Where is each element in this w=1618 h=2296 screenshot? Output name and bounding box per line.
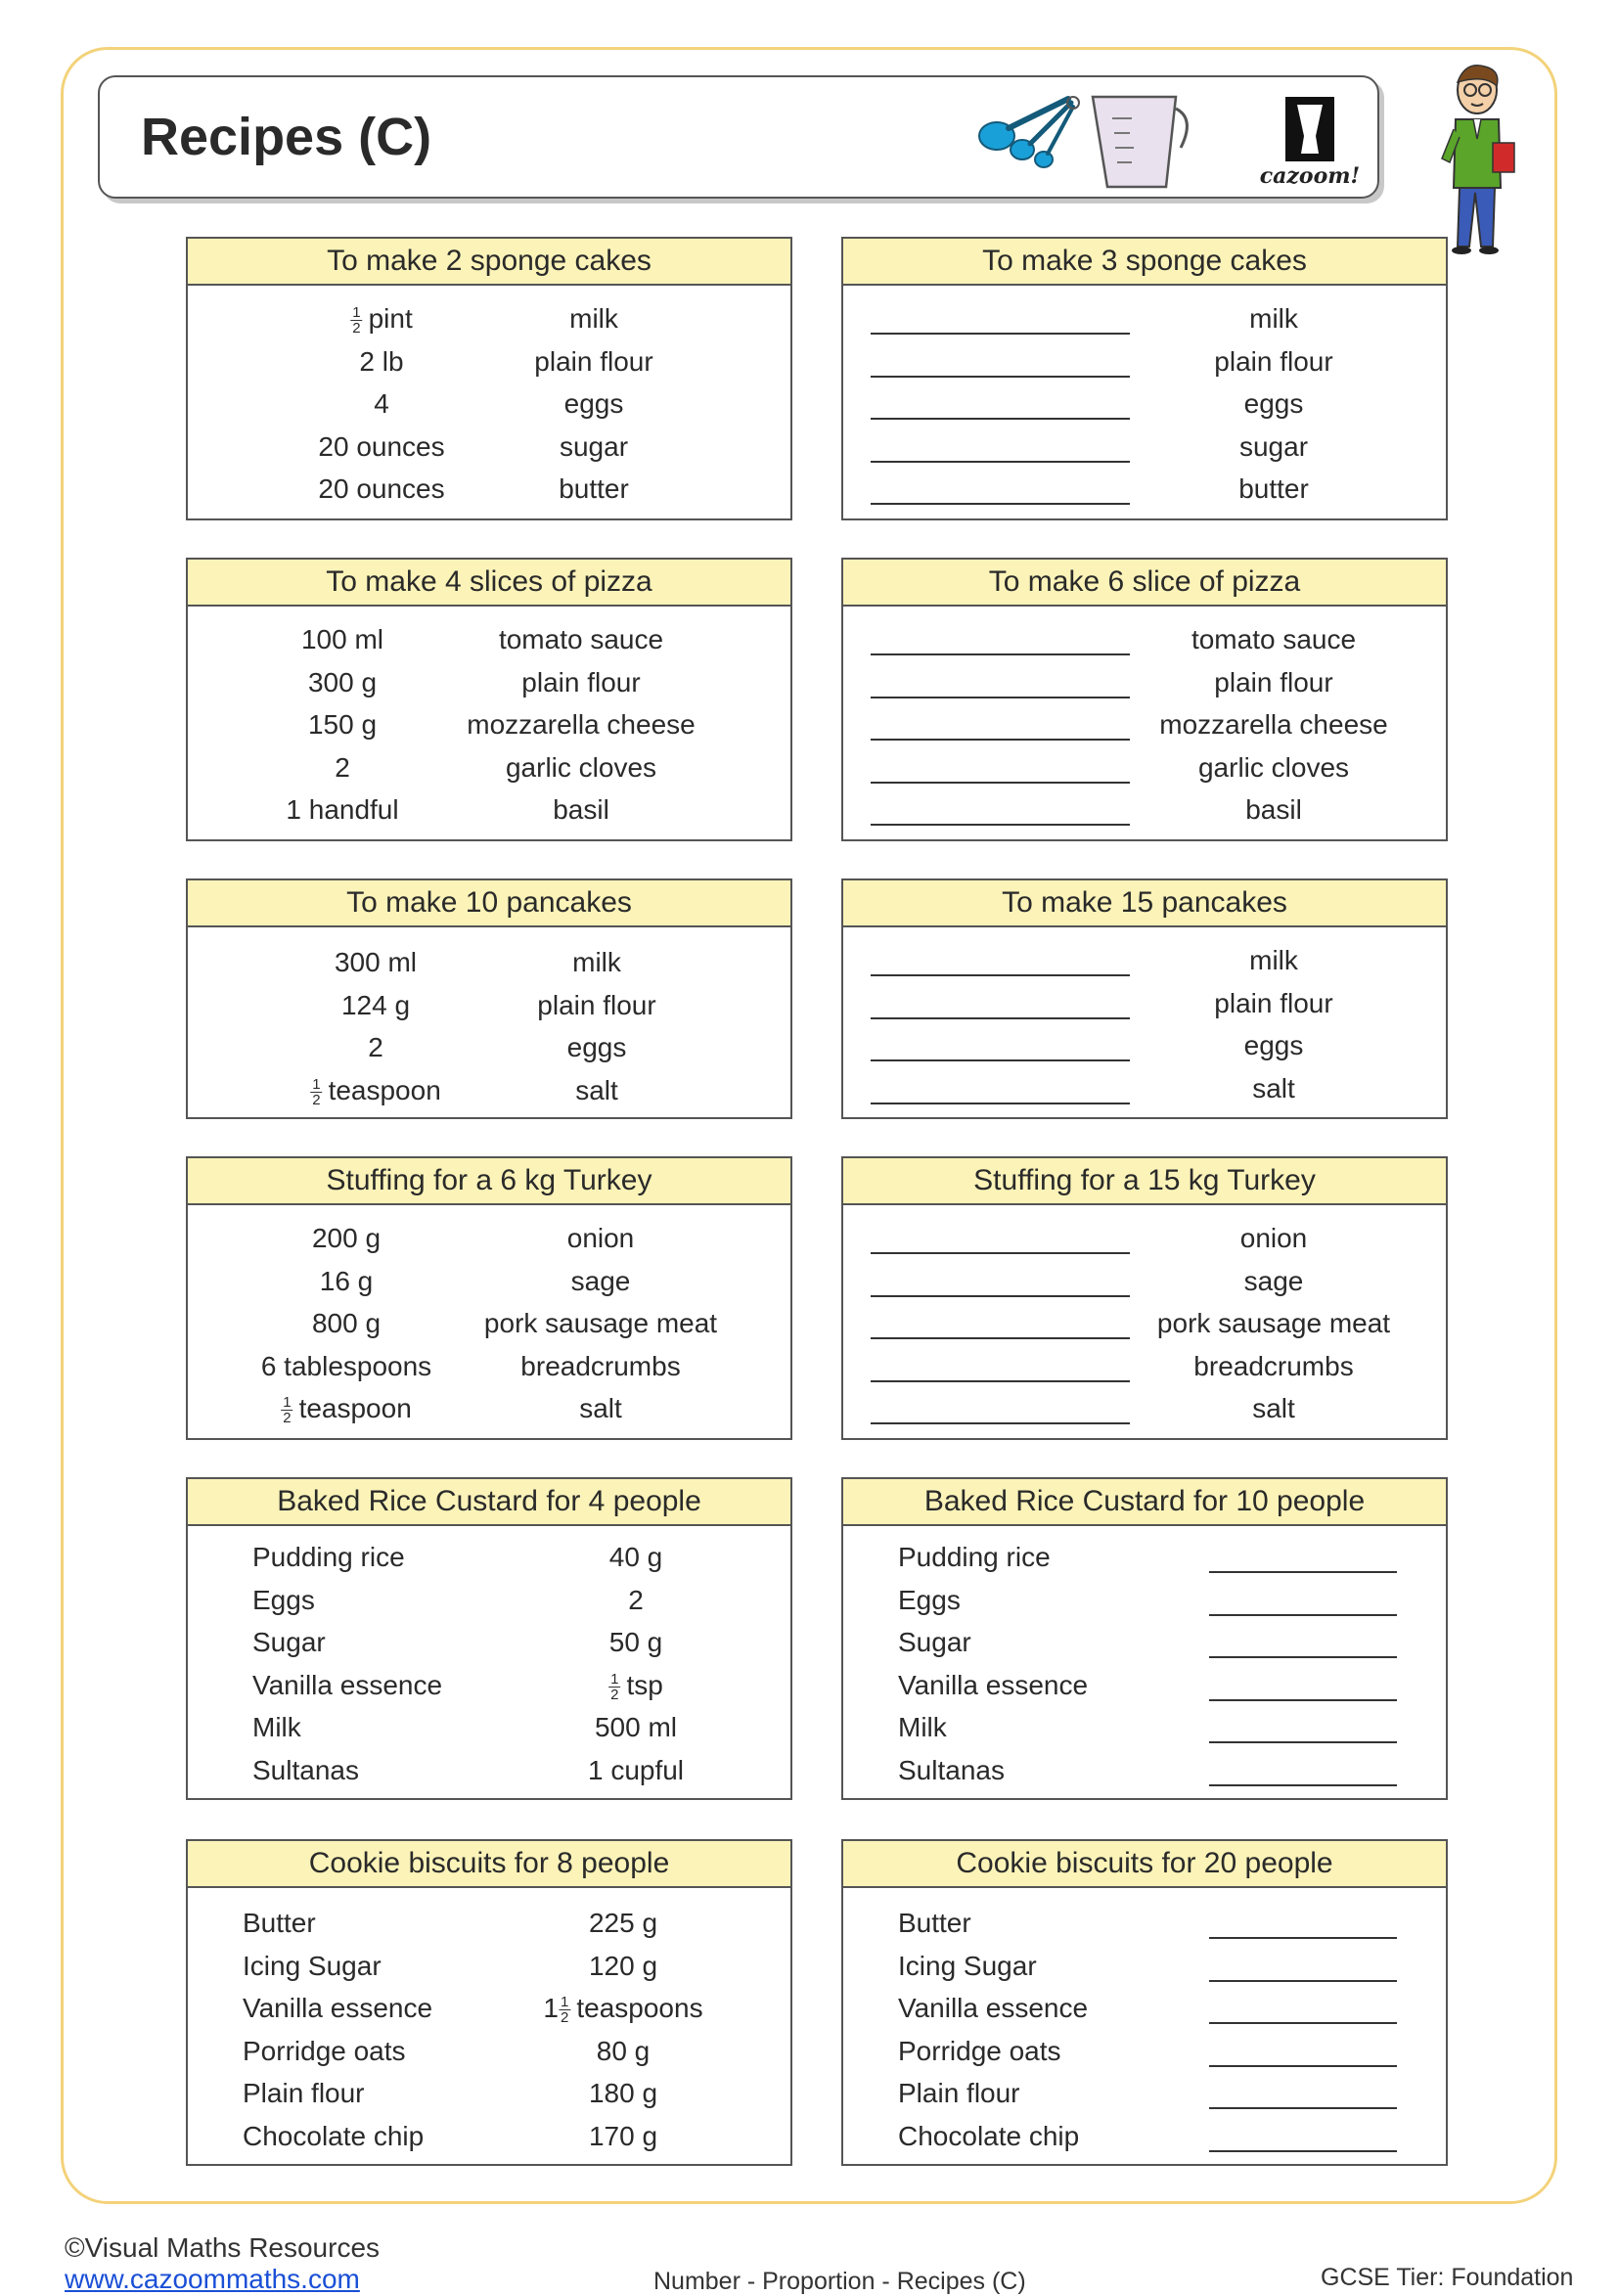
answer-blank[interactable] xyxy=(871,1017,1130,1019)
list-item: 200 g onion xyxy=(311,1223,635,1253)
list-item: Butter xyxy=(843,1902,1446,1945)
answer-blank[interactable] xyxy=(1209,1656,1397,1658)
list-item: Pudding rice 40 g xyxy=(252,1542,663,1572)
pizza-given-card xyxy=(186,558,792,841)
list-item: Plain flour 180 g xyxy=(243,2078,658,2108)
answer-blank[interactable] xyxy=(871,697,1130,698)
custard-given-card xyxy=(186,1477,792,1800)
list-item: Sugar 50 g xyxy=(252,1627,663,1657)
answer-blank[interactable] xyxy=(871,376,1130,378)
card-heading: To make 2 sponge cakes xyxy=(188,239,790,286)
half-fraction: $\frac{1}{2}$ xyxy=(561,1994,569,2027)
list-item: 20 ounces sugar xyxy=(318,430,629,462)
list-item: Vanilla essence xyxy=(843,1664,1446,1707)
list-item: Chocolate chip xyxy=(843,2115,1446,2158)
half-fraction: $\frac{1}{2}$ xyxy=(610,1670,619,1703)
pizza-blank-card xyxy=(841,558,1448,841)
list-item: 1 handful basil xyxy=(286,794,609,825)
cazoom-logo-icon xyxy=(1254,93,1366,165)
list-item: 100 ml tomato sauce xyxy=(300,624,664,654)
list-item: 150 g mozzarella cheese xyxy=(307,709,696,740)
answer-blank[interactable] xyxy=(1209,1980,1397,1982)
list-item: tomato sauce xyxy=(843,618,1446,661)
list-item: Milk 500 ml xyxy=(252,1712,678,1742)
list-item: sage xyxy=(843,1260,1446,1303)
sponge-blank-card xyxy=(841,237,1448,520)
list-item: mozzarella cheese xyxy=(843,703,1446,746)
list-item: Butter 225 g xyxy=(243,1908,658,1938)
answer-blank[interactable] xyxy=(871,1380,1130,1382)
answer-blank[interactable] xyxy=(1209,1784,1397,1786)
answer-blank[interactable] xyxy=(1209,2022,1397,2024)
footer-topic: Number - Proportion - Recipes (C) xyxy=(653,2268,1026,2295)
answer-blank[interactable] xyxy=(871,418,1130,420)
cookie-given-card xyxy=(186,1839,792,2166)
list-item: 124 g plain flour xyxy=(340,989,656,1020)
list-item: sugar xyxy=(843,426,1446,469)
measuring-jug-icon xyxy=(1093,97,1187,187)
pancake-blank-card xyxy=(841,878,1448,1119)
answer-blank[interactable] xyxy=(1209,1614,1397,1616)
list-item: 6 tablespoons breadcrumbs xyxy=(260,1350,681,1381)
half-fraction: $\frac{1}{2}$ xyxy=(312,1075,321,1108)
list-item: 16 g sage xyxy=(319,1265,631,1296)
answer-blank[interactable] xyxy=(1209,1699,1397,1701)
list-item: $\frac{1}{2}$ pint milk xyxy=(352,303,618,338)
list-item: milk xyxy=(843,297,1446,340)
answer-blank[interactable] xyxy=(871,653,1130,655)
card-heading: To make 4 slices of pizza xyxy=(188,560,790,607)
list-item: 800 g pork sausage meat xyxy=(311,1308,718,1338)
answer-blank[interactable] xyxy=(871,1252,1130,1254)
list-item: 20 ounces butter xyxy=(318,473,629,504)
list-item: Plain flour xyxy=(843,2072,1446,2115)
measuring-tools-icon xyxy=(975,89,1200,197)
card-heading: Stuffing for a 15 kg Turkey xyxy=(843,1158,1446,1205)
footer-copyright: ©Visual Maths Resources xyxy=(65,2232,381,2263)
list-item: Eggs 2 xyxy=(252,1584,644,1615)
card-heading: To make 15 pancakes xyxy=(843,880,1446,927)
answer-blank[interactable] xyxy=(1209,1571,1397,1573)
answer-blank[interactable] xyxy=(1209,2065,1397,2067)
list-item: Icing Sugar 120 g xyxy=(243,1950,658,1981)
footer-tier: GCSE Tier: Foundation xyxy=(1321,2264,1574,2291)
list-item: Porridge oats xyxy=(843,2030,1446,2073)
card-heading: Baked Rice Custard for 4 people xyxy=(188,1479,790,1526)
page-title: Recipes (C) xyxy=(141,108,432,166)
list-item: Sultanas 1 cupful xyxy=(252,1754,685,1785)
list-item: Milk xyxy=(843,1706,1446,1749)
footer-website-link[interactable]: www.cazoommaths.com xyxy=(65,2264,360,2294)
list-item: 2 lb plain flour xyxy=(359,345,653,377)
list-item: eggs xyxy=(843,383,1446,426)
answer-blank[interactable] xyxy=(871,1103,1130,1104)
list-item: eggs xyxy=(843,1024,1446,1067)
pancake-given-card xyxy=(186,878,792,1119)
list-item: milk xyxy=(843,939,1446,982)
card-heading: Stuffing for a 6 kg Turkey xyxy=(188,1158,790,1205)
cazoom-logo xyxy=(1254,93,1366,189)
list-item: Vanilla essence $\frac{1}{2}$ tsp xyxy=(252,1669,663,1703)
list-item: basil xyxy=(843,788,1446,832)
turkey-given-card xyxy=(186,1156,792,1440)
list-item: Eggs xyxy=(843,1579,1446,1622)
card-heading: Cookie biscuits for 8 people xyxy=(188,1841,790,1888)
answer-blank[interactable] xyxy=(871,739,1130,741)
answer-blank[interactable] xyxy=(871,824,1130,826)
list-item: butter xyxy=(843,468,1446,511)
list-item: salt xyxy=(843,1387,1446,1430)
answer-blank[interactable] xyxy=(871,1422,1130,1424)
list-item: onion xyxy=(843,1217,1446,1260)
sponge-given-card xyxy=(186,237,792,520)
list-item: plain flour xyxy=(843,661,1446,704)
logo-text: cazoom! xyxy=(1259,163,1361,189)
list-item: $\frac{1}{2}$ teaspoon salt xyxy=(283,1393,622,1427)
list-item: salt xyxy=(843,1067,1446,1110)
answer-blank[interactable] xyxy=(1209,1937,1397,1939)
card-heading: Cookie biscuits for 20 people xyxy=(843,1841,1446,1888)
list-item: 300 g plain flour xyxy=(307,666,641,698)
answer-blank[interactable] xyxy=(871,333,1130,335)
answer-blank[interactable] xyxy=(871,461,1130,463)
card-heading: Baked Rice Custard for 10 people xyxy=(843,1479,1446,1526)
list-item: Icing Sugar xyxy=(843,1945,1446,1988)
card-heading: To make 6 slice of pizza xyxy=(843,560,1446,607)
list-item: Porridge oats 80 g xyxy=(243,2035,651,2066)
turkey-blank-card xyxy=(841,1156,1448,1440)
answer-blank[interactable] xyxy=(1209,2107,1397,2109)
list-item: Vanilla essence 1 $\frac{1}{2}$ teaspoons xyxy=(243,1993,703,2027)
cookie-blank-card xyxy=(841,1839,1448,2166)
list-item: Sugar xyxy=(843,1621,1446,1664)
list-item: Vanilla essence xyxy=(843,1987,1446,2030)
list-item: Chocolate chip 170 g xyxy=(243,2120,658,2151)
answer-blank[interactable] xyxy=(871,974,1130,976)
half-fraction: $\frac{1}{2}$ xyxy=(352,304,361,338)
card-heading: To make 10 pancakes xyxy=(188,880,790,927)
custard-blank-card xyxy=(841,1477,1448,1800)
list-item: plain flour xyxy=(843,340,1446,383)
list-item: breadcrumbs xyxy=(843,1345,1446,1388)
header-banner xyxy=(98,75,1379,199)
list-item: Sultanas xyxy=(843,1749,1446,1792)
list-item: 4 eggs xyxy=(374,388,624,419)
list-item: 300 ml milk xyxy=(334,947,621,977)
list-item: garlic cloves xyxy=(843,746,1446,789)
answer-blank[interactable] xyxy=(871,782,1130,784)
answer-blank[interactable] xyxy=(871,1337,1130,1339)
list-item: pork sausage meat xyxy=(843,1302,1446,1345)
list-item: 2 eggs xyxy=(368,1032,627,1062)
answer-blank[interactable] xyxy=(871,1059,1130,1061)
card-heading: To make 3 sponge cakes xyxy=(843,239,1446,286)
list-item: Pudding rice xyxy=(843,1536,1446,1579)
half-fraction: $\frac{1}{2}$ xyxy=(283,1394,292,1427)
measuring-spoons-icon xyxy=(979,97,1079,167)
answer-blank[interactable] xyxy=(1209,1741,1397,1743)
list-item: $\frac{1}{2}$ teaspoon salt xyxy=(312,1074,618,1108)
list-item: plain flour xyxy=(843,982,1446,1025)
answer-blank[interactable] xyxy=(871,503,1130,505)
answer-blank[interactable] xyxy=(1209,2150,1397,2152)
list-item: 2 garlic cloves xyxy=(335,751,657,783)
answer-blank[interactable] xyxy=(871,1295,1130,1297)
teacher-mascot-icon xyxy=(1436,61,1524,256)
